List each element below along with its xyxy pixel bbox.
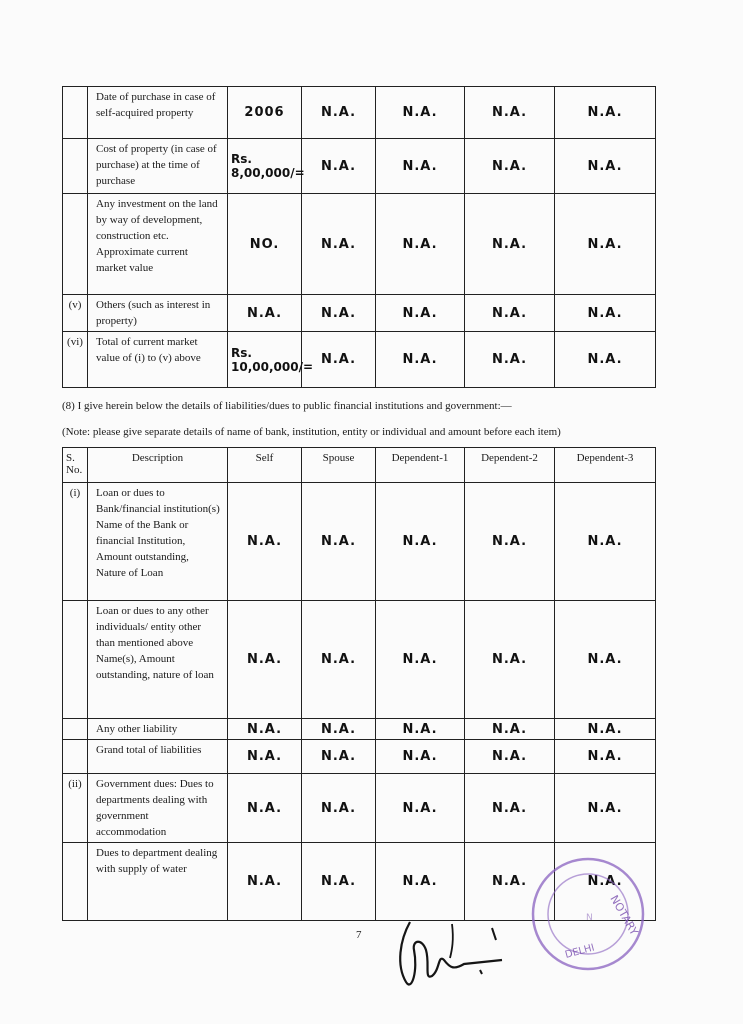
handwritten-value: N.A.	[302, 295, 376, 332]
handwritten-value: N.A.	[228, 295, 302, 332]
handwritten-value: N.A.	[465, 843, 555, 921]
handwritten-value: N.A.	[228, 483, 302, 601]
row-description: Government dues: Dues to departments dealing with government accommodation	[88, 774, 228, 843]
handwritten-value: N.A.	[228, 601, 302, 719]
column-header: Description	[88, 448, 228, 483]
row-serial-number	[63, 139, 88, 194]
notary-stamp-image	[528, 850, 648, 978]
row-serial-number	[63, 843, 88, 921]
handwritten-value: N.A.	[376, 87, 465, 139]
row-serial-number: (v)	[63, 295, 88, 332]
row-serial-number	[63, 601, 88, 719]
handwritten-value: N.A.	[555, 719, 656, 740]
row-description: Others (such as interest in property)	[88, 295, 228, 332]
handwritten-value: N.A.	[465, 139, 555, 194]
handwritten-value: NO.	[228, 194, 302, 295]
column-header: S. No.	[63, 448, 88, 483]
asset-row	[63, 194, 656, 295]
handwritten-value: N.A.	[555, 483, 656, 601]
handwritten-value: N.A.	[465, 332, 555, 388]
handwritten-value: N.A.	[228, 843, 302, 921]
row-description: Any other liability	[88, 719, 228, 740]
row-description: Loan or dues to any other individuals/ entity other than mentioned above Name(s), Amount outstanding, nature of loan	[88, 601, 228, 719]
handwritten-value: N.A.	[555, 740, 656, 774]
handwritten-value: Rs. 10,00,000/=	[228, 332, 302, 388]
svg-text:N: N	[586, 913, 593, 923]
handwritten-value: N.A.	[555, 139, 656, 194]
handwritten-value: N.A.	[376, 774, 465, 843]
handwritten-value: N.A.	[376, 295, 465, 332]
handwritten-value: N.A.	[465, 719, 555, 740]
column-header: Dependent-3	[555, 448, 656, 483]
asset-table	[62, 86, 656, 388]
asset-row	[63, 139, 656, 194]
row-serial-number	[63, 740, 88, 774]
handwritten-value: N.A.	[555, 194, 656, 295]
column-header: Dependent-2	[465, 448, 555, 483]
row-serial-number	[63, 194, 88, 295]
handwritten-value: N.A.	[302, 139, 376, 194]
handwritten-value: 2006	[228, 87, 302, 139]
handwritten-value: N.A.	[302, 87, 376, 139]
handwritten-value: N.A.	[228, 740, 302, 774]
signature-image	[392, 910, 522, 1000]
handwritten-value: N.A.	[302, 483, 376, 601]
handwritten-value: N.A.	[302, 332, 376, 388]
column-header: Dependent-1	[376, 448, 465, 483]
handwritten-value: N.A.	[302, 601, 376, 719]
row-serial-number: (ii)	[63, 774, 88, 843]
row-description: Total of current market value of (i) to (v) above	[88, 332, 228, 388]
handwritten-value: N.A.	[302, 774, 376, 843]
section-8-heading: (8) I give herein below the details of liabilities/dues to public financial institutions and government:—	[62, 400, 512, 412]
handwritten-value: N.A.	[465, 295, 555, 332]
row-description: Dues to department dealing with supply of water	[88, 843, 228, 921]
handwritten-value: N.A.	[465, 87, 555, 139]
svg-text:DELHI: DELHI	[563, 942, 596, 961]
handwritten-value: N.A.	[555, 332, 656, 388]
handwritten-value: N.A.	[376, 194, 465, 295]
asset-row	[63, 332, 656, 388]
row-serial-number	[63, 87, 88, 139]
column-header: Spouse	[302, 448, 376, 483]
handwritten-value: N.A.	[302, 719, 376, 740]
handwritten-value: N.A.	[555, 843, 656, 921]
handwritten-value: N.A.	[302, 740, 376, 774]
liability-row	[63, 740, 656, 774]
handwritten-value: N.A.	[465, 601, 555, 719]
handwritten-value: N.A.	[376, 139, 465, 194]
row-serial-number	[63, 719, 88, 740]
handwritten-value: N.A.	[465, 483, 555, 601]
handwritten-value: N.A.	[228, 719, 302, 740]
handwritten-value: N.A.	[555, 87, 656, 139]
page-number: 7	[356, 929, 362, 941]
handwritten-value: N.A.	[555, 774, 656, 843]
handwritten-value: N.A.	[302, 843, 376, 921]
handwritten-value: N.A.	[465, 194, 555, 295]
row-description: Date of purchase in case of self-acquired property	[88, 87, 228, 139]
svg-text:NOTARY: NOTARY	[607, 893, 641, 938]
handwritten-value: N.A.	[376, 740, 465, 774]
handwritten-value: N.A.	[228, 774, 302, 843]
section-8-note: (Note: please give separate details of name of bank, institution, entity or individual and amount before each item)	[62, 426, 561, 438]
liability-row	[63, 774, 656, 843]
handwritten-value: N.A.	[376, 332, 465, 388]
handwritten-value: N.A.	[465, 740, 555, 774]
handwritten-value: N.A.	[555, 601, 656, 719]
liability-row	[63, 601, 656, 719]
asset-row	[63, 295, 656, 332]
liability-row	[63, 483, 656, 601]
row-serial-number: (vi)	[63, 332, 88, 388]
handwritten-value: N.A.	[555, 295, 656, 332]
handwritten-value: N.A.	[376, 843, 465, 921]
handwritten-value: N.A.	[465, 774, 555, 843]
row-serial-number: (i)	[63, 483, 88, 601]
row-description: Loan or dues to Bank/financial institution(s) Name of the Bank or financial Institution, Amount outstanding, Nature of Loan	[88, 483, 228, 601]
column-header: Self	[228, 448, 302, 483]
row-description: Grand total of liabilities	[88, 740, 228, 774]
handwritten-value: N.A.	[376, 601, 465, 719]
row-description: Cost of property (in case of purchase) at the time of purchase	[88, 139, 228, 194]
handwritten-value: N.A.	[376, 483, 465, 601]
liability-row	[63, 719, 656, 740]
asset-row	[63, 87, 656, 139]
handwritten-value: Rs. 8,00,000/=	[228, 139, 302, 194]
handwritten-value: N.A.	[302, 194, 376, 295]
handwritten-value: N.A.	[376, 719, 465, 740]
row-description: Any investment on the land by way of development, construction etc. Approximate current market value	[88, 194, 228, 295]
